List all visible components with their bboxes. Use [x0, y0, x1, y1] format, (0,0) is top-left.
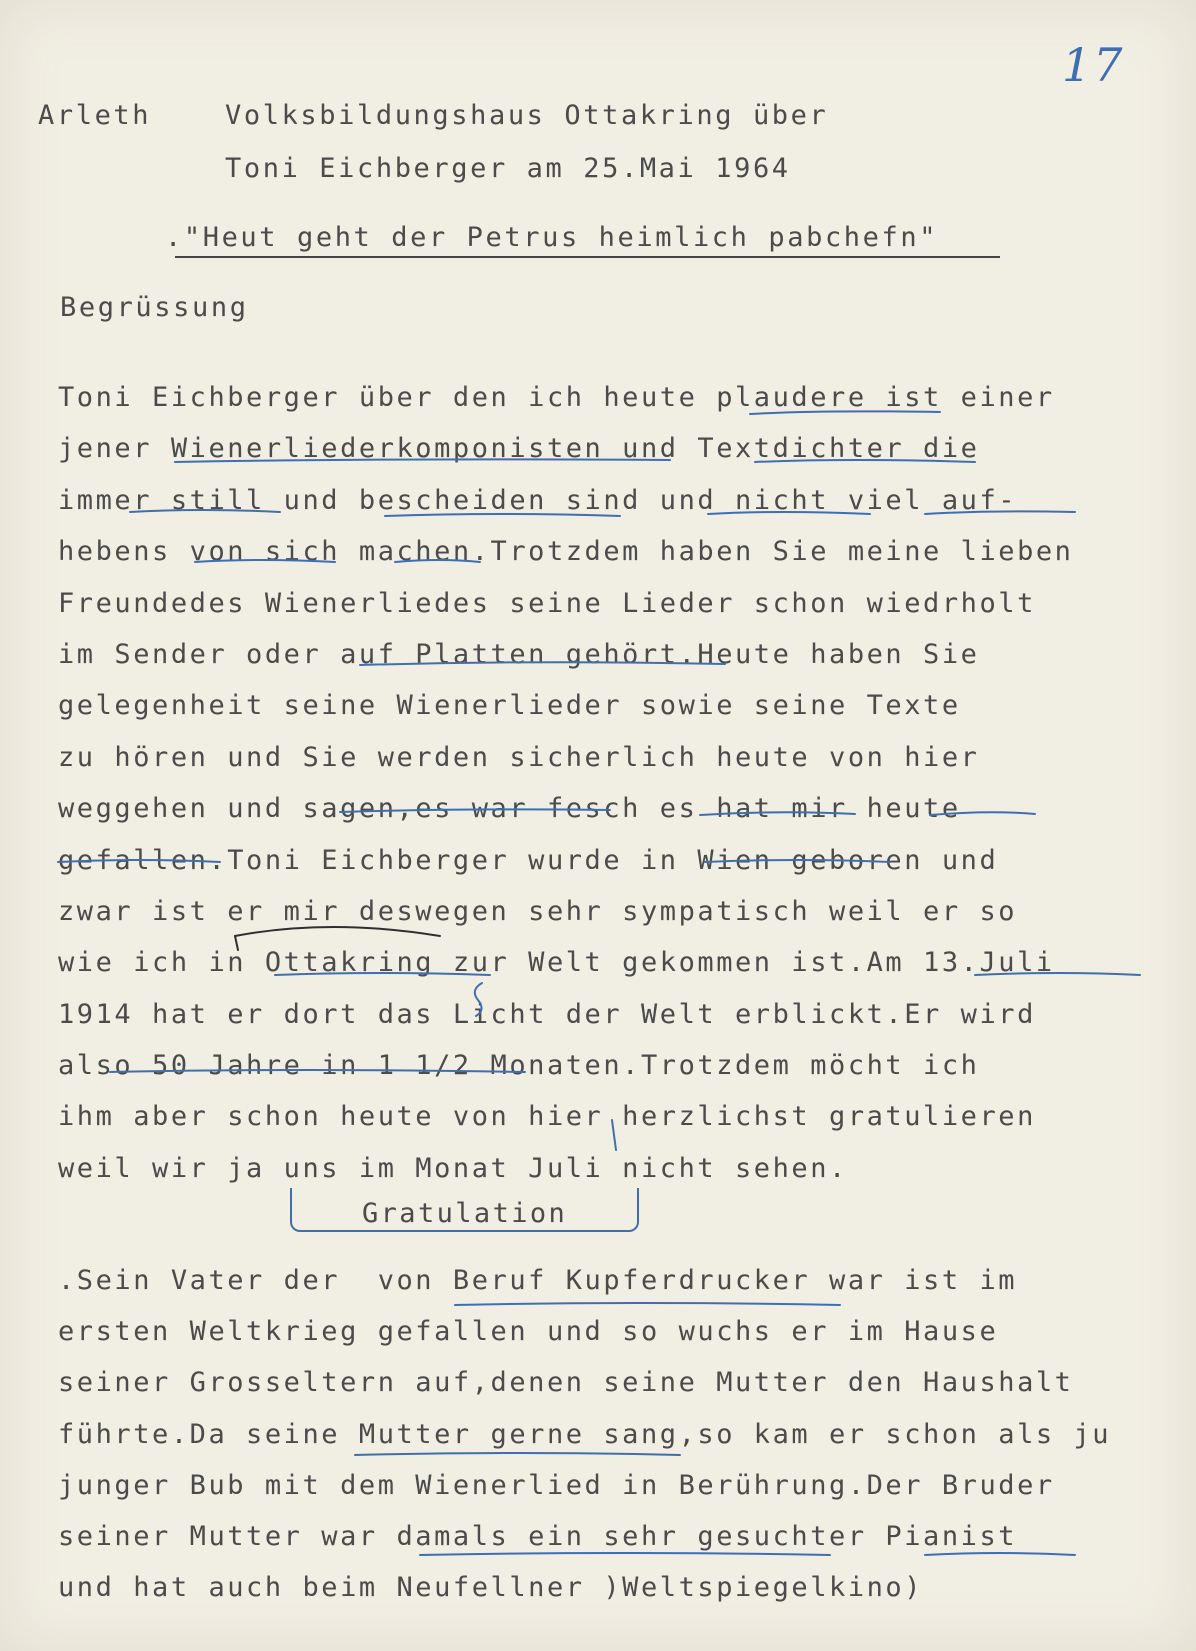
pen-underline	[755, 460, 975, 462]
pen-underline	[705, 860, 890, 862]
text-line: hebens von sich machen.Trotzdem haben Sie meine lieben	[58, 536, 1074, 568]
pen-underline	[355, 1453, 680, 1455]
text-line: immer still und bescheiden sind und nicht viel auf-	[58, 484, 1018, 516]
pen-underline	[975, 973, 1140, 975]
pen-underline	[110, 1070, 525, 1072]
text-line: zwar ist er mir deswegen sehr sympatisch weil er so	[58, 895, 1018, 927]
section-greeting: Begrüssung	[60, 292, 249, 323]
text-line: Freundedes Wienerliedes seine Lieder schon wiedrholt	[58, 587, 1036, 619]
section-gratulation: Gratulation	[362, 1198, 568, 1229]
pen-underline	[708, 512, 870, 514]
pen-underline	[925, 511, 1075, 514]
pen-underline	[58, 860, 220, 862]
text-line: jener Wienerliederkomponisten und Textdichter die	[58, 433, 980, 465]
text-line: gelegenheit seine Wienerlieder sowie seine Texte	[58, 690, 961, 722]
text-line: .Sein Vater der von Beruf Kupferdrucker war ist im	[58, 1265, 1018, 1296]
text-line: junger Bub mit dem Wienerlied in Berührung.Der Bruder	[58, 1469, 1055, 1501]
pen-underline	[420, 1553, 830, 1555]
text-line: seiner Mutter war damals ein sehr gesuchter Pianist	[58, 1520, 1018, 1552]
pen-underline	[385, 514, 620, 516]
text-line: weil wir ja uns im Monat Juli nicht sehen.	[58, 1152, 848, 1184]
text-line: seiner Grosseltern auf,denen seine Mutter den Haushalt	[58, 1367, 1074, 1399]
handwritten-page-number: 17	[1062, 38, 1125, 92]
text-line: 1914 hat er dort das Licht der Welt erblickt.Er wird	[58, 998, 1036, 1030]
pen-underline	[930, 812, 1035, 815]
text-line: also 50 Jahre in 1 1/2 Monaten.Trotzdem möcht ich	[58, 1050, 980, 1082]
text-line: im Sender oder auf Platten gehört.Heute haben Sie	[58, 638, 980, 670]
text-line: wie ich in Ottakring zur Welt gekommen ist.Am 13.Juli	[58, 947, 1055, 979]
text-line: zu hören und Sie werden sicherlich heute von hier	[58, 741, 980, 773]
header-venue: Volksbildungshaus Ottakring über	[225, 100, 829, 131]
pen-underline	[925, 1553, 1075, 1555]
pencil-arc-mark	[235, 927, 440, 936]
pen-underline	[395, 560, 480, 562]
text-line: weggehen und sagen,es war fesch es hat mir heute	[58, 793, 961, 825]
pen-underline	[130, 510, 280, 512]
pen-correction-mark	[612, 1120, 616, 1150]
header-subject-date: Toni Eichberger am 25.Mai 1964	[225, 153, 791, 184]
author-name: Arleth	[38, 100, 152, 131]
text-line: und hat auch beim Neufellner )Weltspiegelkino)	[58, 1572, 924, 1604]
pen-underline	[195, 560, 335, 562]
pen-underline	[275, 973, 490, 975]
pen-correction-mark	[475, 983, 482, 1016]
pen-underline	[700, 812, 855, 815]
pen-underline	[175, 459, 670, 462]
text-line: ersten Weltkrieg gefallen und so wuchs er im Hause	[58, 1316, 999, 1348]
pen-underline	[455, 1303, 840, 1305]
pen-underline	[750, 411, 940, 414]
pencil-tick-mark	[235, 936, 238, 950]
text-line: führte.Da seine Mutter gerne sang,so kam er schon als ju	[58, 1418, 1112, 1450]
text-line: ihm aber schon heute von hier herzlichst gratulieren	[58, 1101, 1036, 1133]
text-line: Toni Eichberger über den ich heute plaudere ist einer	[58, 382, 1055, 413]
text-line: gefallen.Toni Eichberger wurde in Wien geboren und	[58, 844, 999, 876]
pen-underline	[360, 662, 725, 665]
pen-underline	[340, 809, 610, 812]
document-title: ."Heut geht der Petrus heimlich pabchefn"	[165, 222, 939, 253]
